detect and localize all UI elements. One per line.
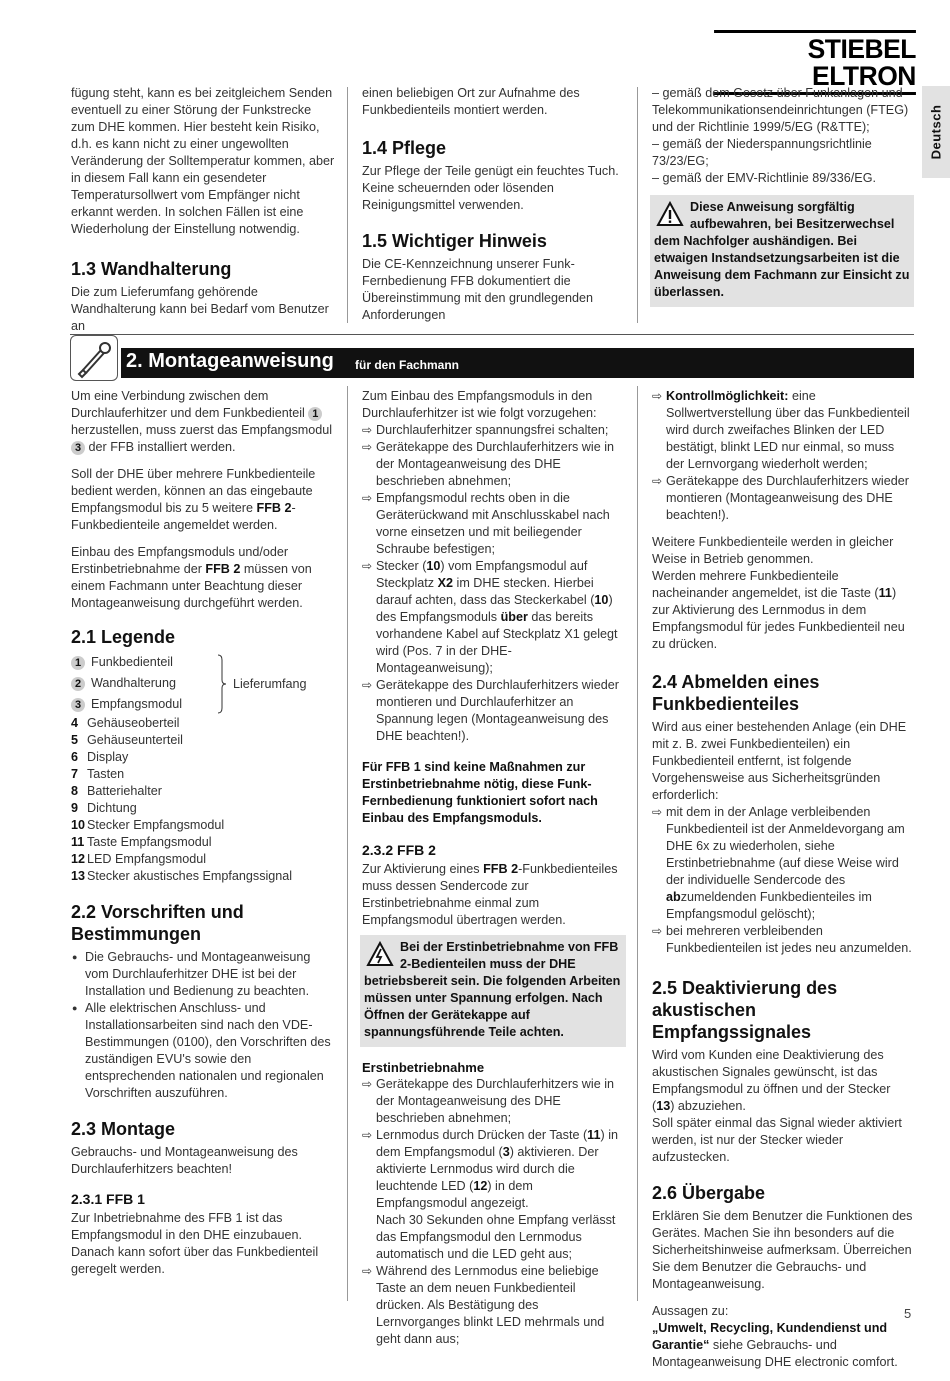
step-item: ⇨ Empfangsmodul rechts oben in die Geräterückwand mit Anschlusskabel nach vorne einsetzen und mit beiliegender Schraube befestigen; [362,490,624,558]
brace-icon [217,654,227,714]
text-span: FFB 2 [205,562,241,576]
text-span: X2 [437,576,454,590]
text-span: Wird vom Kunden eine Deaktivierung des akustischen Signales gewünscht, ist das Empfangsmodul zu öffnen und der Stecker ( [652,1048,891,1113]
section-header [121,348,914,378]
legend-row [71,715,335,732]
text-span: ) in dem Empfangsmodul angezeigt. [376,1179,533,1210]
heading-2-1: 2.1 Legende [71,627,176,647]
legend-number: 10 [71,818,86,832]
legend-number: 3 [71,698,85,712]
paragraph: Die CE-Kennzeichnung unserer Funk-Fernbedienung FFB dokumentiert die Übereinstimmung mit den grundlegenden Anforderungen [362,257,594,322]
legend-number: 5 [71,733,79,747]
bullet-item: ● Die Gebrauchs- und Montageanweisung vom Durchlauferhitzer DHE ist bei der Installation und Bedienung zu beachten. [71,949,335,1000]
heading-1-5: 1.5 Wichtiger Hinweis [362,231,547,251]
text-span: mit dem in der Anlage verbleibenden Funkbedienteil ist der Anmeldevorgang am DHE 6x zu wiederholen, siehe Erstinbetriebnahme (auf diese Weise wird der individuelle Sendercode des [666,805,905,887]
warning-box [360,935,626,1047]
text-span: ) vom Empfangsmodul auf Steckplatz [376,559,588,590]
top-column-3 [652,85,914,307]
legend-text: Batteriehalter [87,784,162,798]
legend-row [71,694,335,715]
heading-2-5: 2.5 Deaktivierung des akustischen Empfangssignales [652,978,838,1042]
warning-text: Bei der Erstinbetriebnahme von FFB 2-Bedienteilen muss der DHE betriebsbereit sein. Die folgenden Arbeiten müssen unter Spannung erfolgen. Nach Öffnen der Gerätekappe auf spannungsführende Teile achten. [364,940,621,1039]
legend-row [71,749,335,766]
top-column-2 [362,85,624,334]
page-number: 5 [904,1306,912,1321]
warning-text: Diese Anweisung sorgfältig aufbewahren, bei Besitzerwechsel dem Nachfolger aushändigen. Bei etwaigen Instandsetzungsarbeiten ist die Anweisung dem Fachmann zur Einsicht zu überlassen. [654,200,910,299]
text-span: ) in dem Empfangsmodul ( [376,1128,618,1159]
legend-text: Taste Empfangsmodul [87,835,212,849]
heading-erstinbetriebnahme: Erstinbetriebnahme [362,1060,485,1075]
step-item: ⇨ Gerätekappe des Durchlauferhitzers wie in der Montageanweisung des DHE beschrieben abnehmen; [362,1076,624,1127]
text-span: zumeldenden Funkbedienteiles im Empfangsmodul gelöscht); [666,890,872,921]
column-divider [637,87,638,323]
legend-brace-label: Lieferumfang [233,677,307,691]
legend-number: 11 [71,835,85,849]
language-label: Deutsch [928,104,944,160]
column-divider [347,386,348,1301]
paragraph [652,1047,914,1166]
step-item: ⇨ Gerätekappe des Durchlauferhitzers wieder montieren und Durchlauferhitzer an Spannung legen (Montageanweisung des DHE beachten!). [362,677,624,745]
ref-circle: 1 [308,407,322,421]
text-span: der FFB installiert werden. [88,440,236,454]
paragraph: fügung steht, kann es bei zeitgleichem Senden eventuell zu einer Störung der Funkstrecke zum DHE kommen. Hier besteht kein Risiko, d.h. es kann nicht zu einer ungewollten Veränderung der Solltemperatur kommen, aber in diesem Fall kann ein gesendeter Temperatursollwert vom Empfänger nicht erkannt werden. In solchen Fällen ist eine Wiederholung der Einstellung notwendig. [71,86,335,236]
legend-text: Tasten [87,767,125,781]
heading-2-2: 2.2 Vorschriften und Bestimmungen [71,902,244,944]
wrench-icon [70,335,118,381]
step-item: ⇨ bei mehreren verbleibenden Funkbedienteilen ist jedes neu anzumelden. [652,923,914,957]
legend-row [71,652,335,673]
text-span: siehe Gebrauchs- und Montageanweisung DHE electronic comfort. [652,1338,898,1369]
text-span: Nach 30 Sekunden ohne Empfang verlässt das Empfangsmodul den Lernmodus automatisch und die LED geht aus; [376,1213,616,1261]
main-column-1 [71,388,335,1288]
legend-number: 13 [71,869,86,883]
paragraph: einen beliebigen Ort zur Aufnahme des Funkbedienteils montiert werden. [362,86,580,117]
step-item: ⇨ Durchlauferhitzer spannungsfrei schalten; [362,422,624,439]
heading-2-4: 2.4 Abmelden eines Funkbedienteiles [652,672,820,714]
paragraph: Zur Inbetriebnahme des FFB 1 ist das Empfangsmodul in den DHE einzubauen. Danach kann sofort über das Funkbedienteil geregelt werden. [71,1211,319,1276]
paragraph [71,388,335,456]
list-item: – gemäß dem Gesetz über Funkanlagen und Telekommunikationsendeinrichtungen (FTEG) und der Richtlinie 1999/5/EG (R&TTE); [652,86,909,134]
main-column-2 [362,388,624,1348]
text-span: müssen von einem Fachmann unter Beachtung dieser Montageanweisung durchgeführt werden. [71,562,312,610]
text-span: Kontrollmöglichkeit: [666,389,789,403]
paragraph [652,1303,914,1371]
text-span: ) zur Aktivierung des Lernmodus in dem Empfangsmodul für jedes Funkbedienteil neu zu drücken. [652,586,905,651]
step-item: ⇨ Während des Lernmodus eine beliebige Taste an dem neuen Funkbedienteil drücken. Als Bestätigung des Lernvorganges blinkt LED mehrmals und geht dann aus; [362,1263,624,1348]
paragraph: Zur Pflege der Teile genügt ein feuchtes Tuch. Keine scheuernden oder lösenden Reinigungsmittel verwenden. [362,164,619,212]
legend-text: LED Empfangsmodul [87,852,207,866]
legend-text: Wandhalterung [91,676,176,690]
text-span: Soll später einmal das Signal wieder aktiviert werden, ist nur der Stecker wieder aufzustecken. [652,1116,902,1164]
text-span: 11 [878,586,892,600]
text-span: Zur Aktivierung eines [362,862,480,876]
legend-number: 9 [71,801,79,815]
heading-2-6: 2.6 Übergabe [652,1183,766,1203]
legend-row [71,817,335,834]
text-span: eine Sollwertverstellung über das Funkbedienteil wird durch zweifaches Blinken der LED bestätigt, blinkt LED nur einmal, so muss der Lernvorgang wiederholt werden; [666,389,910,471]
text-span: ab [666,890,681,904]
heading-2-3-1: 2.3.1 FFB 1 [71,1191,145,1207]
legend-number: 1 [71,656,85,670]
warning-box [650,195,914,307]
legend-row [71,868,335,885]
step-item: ⇨ Gerätekappe des Durchlauferhitzers wieder montieren (Montageanweisung des DHE beachten!). [652,473,914,524]
paragraph: Zum Einbau des Empfangsmoduls in den Durchlauferhitzer ist wie folgt vorzugehen: [362,389,597,420]
text-span: Soll der DHE über mehrere Funkbedienteile bedient werden, können an das eingebaute Empfangsmodul bis zu 5 weitere [71,467,316,515]
text-span: im DHE stecken. Hierbei darauf achten, dass das Steckerkabel ( [376,576,595,607]
text-span: 11 [587,1128,601,1142]
bold-note: Für FFB 1 sind keine Maßnahmen zur Erstinbetriebnahme nötig, diese Funk-Fernbedienung funktioniert sofort nach Einbau des Empfangsmoduls. [362,760,598,825]
section-rule [70,334,914,335]
text-span: 10 [426,559,441,573]
text-span: ) aktivieren. Der aktivierte Lernmodus wird durch die leuchtende LED ( [376,1145,599,1193]
heading-2-3-2: 2.3.2 FFB 2 [362,842,436,858]
column-divider [637,386,638,1301]
text-span: das bereits vorhandene Kabel auf Steckplatz X1 gelegt wird (Pos. 7 in der DHE-Montageanweisung); [376,610,618,675]
paragraph [71,466,335,534]
legend-row [71,766,335,783]
legend-row [71,783,335,800]
legend-row [71,851,335,868]
legend-text: Dichtung [87,801,137,815]
text-span: Lernmodus durch Drücken der Taste ( [376,1128,588,1142]
heading-2-3: 2.3 Montage [71,1119,176,1139]
text-span: Aussagen zu: [652,1304,729,1318]
legend-row [71,800,335,817]
step-item: ⇨ Gerätekappe des Durchlauferhitzers wie in der Montageanweisung des DHE beschrieben abnehmen; [362,439,624,490]
top-column-1 [71,85,335,345]
paragraph [652,534,914,653]
list-item: – gemäß der Niederspannungsrichtlinie 73/23/EG; [652,137,872,168]
legend-number: 7 [71,767,79,781]
text-span: Stecker ( [376,559,427,573]
paragraph: Wird aus einer bestehenden Anlage (ein DHE mit z. B. zwei Funkbedienteilen) ein Funkbedienteil entfernt, ist folgende Vorgehensweise aus Sicherheitsgründen erforderlich: [652,720,907,802]
legend-text: Stecker Empfangsmodul [87,818,225,832]
step-item [362,1127,624,1263]
ref-circle: 3 [71,441,85,455]
text-span: 10 [594,593,609,607]
text-span: Weitere Funkbedienteile werden in gleicher Weise in Betrieb genommen. [652,535,894,566]
step-item [652,804,914,923]
step-item [652,388,914,473]
paragraph [362,861,624,929]
legend-text: Empfangsmodul [91,697,183,711]
bullet-item: ● Alle elektrischen Anschluss- und Installationsarbeiten sind nach den VDE-Bestimmungen (0100), den Vorschriften des zuständigen EVU's sowie den entsprechenden nationalen und regionalen Vorschriften auszuführen. [71,1000,335,1102]
legend-text: Gehäuseunterteil [87,733,183,747]
heading-1-4: 1.4 Pflege [362,138,447,158]
list-item: – gemäß der EMV-Richtlinie 89/336/EG. [652,171,876,185]
text-span: 3 [502,1145,510,1159]
legend-text: Funkbedienteil [91,655,173,669]
text-span: FFB 2 [483,862,519,876]
legend-number: 4 [71,716,79,730]
paragraph: Gebrauchs- und Montageanweisung des Durchlauferhitzers beachten! [71,1145,298,1176]
heading-1-3: 1.3 Wandhalterung [71,259,232,279]
section-title: 2. Montageanweisung [126,350,334,372]
text-span: „Umwelt, Recycling, Kundendienst und Garantie“ [652,1321,888,1352]
paragraph: Erklären Sie dem Benutzer die Funktionen des Gerätes. Machen Sie ihn besonders auf die Sicherheitshinweise aufmerksam. Überreichen Sie dem Benutzer die Gebrauchs- und Montageanweisung. [652,1209,913,1291]
text-span: -Funkbedienteiles muss dessen Sendercode zur Erstinbetriebnahme einmal zum Empfangsmodul übertragen werden. [362,862,618,927]
column-divider [347,87,348,323]
paragraph: Die zum Lieferumfang gehörende Wandhalterung kann bei Bedarf vom Benutzer an [71,285,329,333]
text-span: Um eine Verbindung zwischen dem Durchlauferhitzer und dem Funkbedienteil [71,389,305,420]
legend-text: Gehäuseoberteil [87,716,180,730]
text-span: 13 [656,1099,671,1113]
text-span: herzustellen, muss zuerst das Empfangsmodul [71,423,333,437]
legend-number: 2 [71,677,85,691]
paragraph [71,544,335,612]
text-span: FFB 2 [256,501,292,515]
text-span: 12 [473,1179,488,1193]
legend-number: 6 [71,750,79,764]
legend-text: Display [87,750,129,764]
text-span: Werden mehrere Funkbedienteile nacheinander angemeldet, ist die Taste ( [652,569,879,600]
legend-text: Stecker akustisches Empfangssignal [87,869,293,883]
step-item [362,558,624,677]
text-span: -Funkbedienteile angemeldet werden. [71,501,296,532]
legend-row [71,834,335,851]
text-span: über [500,610,528,624]
legend-row [71,732,335,749]
text-span: ) des Empfangsmoduls [376,593,613,624]
text-span: Einbau des Empfangsmoduls und/oder Erstinbetriebnahme der [71,545,289,576]
main-column-3 [652,388,914,1381]
brand-logo: STIEBEL ELTRON [714,30,916,95]
legend-number: 8 [71,784,79,798]
language-tab [922,86,950,178]
electrical-hazard-icon [366,941,394,967]
warning-triangle-icon [656,201,684,227]
legend-group [71,652,335,885]
legend-number: 12 [71,852,86,866]
section-subtitle: für den Fachmann [355,358,460,372]
text-span: ) abzuziehen. [670,1099,746,1113]
